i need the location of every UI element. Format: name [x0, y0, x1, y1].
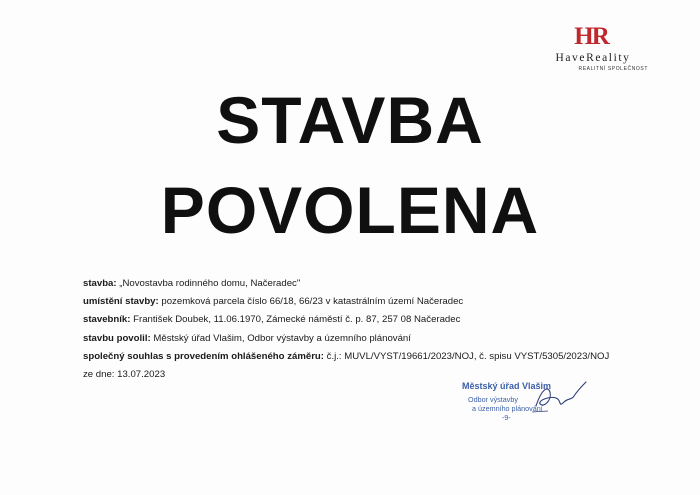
detail-label: stavebník: [83, 314, 131, 326]
office-stamp [440, 378, 590, 428]
stamp-line: Odbor výstavby [468, 395, 518, 404]
headline-line-2: POVOLENA [160, 173, 540, 247]
detail-row-umisteni [83, 293, 643, 311]
handwritten-signature [528, 378, 588, 418]
stamp-title: Městský úřad Vlašim [462, 381, 552, 391]
stamp-line: a územního plánování [472, 404, 543, 413]
detail-label: umístění stavby: [83, 296, 159, 308]
company-logo [538, 22, 648, 74]
detail-row-stavebnik [83, 311, 643, 329]
detail-value: František Doubek, 11.06.1970, Zámecké náměstí č. p. 87, 257 08 Načeradec [133, 314, 461, 326]
detail-label: společný souhlas s provedením ohlášeného záměru: [83, 350, 324, 362]
logo-company-name: HaveReality [555, 52, 631, 64]
detail-label: stavbu povolil: [83, 332, 151, 344]
detail-value: pozemková parcela číslo 66/18, 66/23 v katastrálním území Načeradec [161, 296, 464, 308]
detail-value: Městský úřad Vlašim, Odbor výstavby a územního plánování [153, 332, 411, 344]
headline-line-1: STAVBA [216, 83, 484, 157]
detail-row-povolil [83, 330, 643, 348]
detail-row-souhlas [83, 348, 643, 366]
detail-value: „Novostavba rodinného domu, Načeradec" [119, 278, 301, 289]
stamp-line: -9- [502, 413, 511, 422]
detail-value: č.j.: MUVL/VYST/19661/2023/NOJ, č. spisu VYST/5305/2023/NOJ [326, 350, 610, 362]
detail-row-stavba [83, 275, 643, 293]
detail-label: stavba: [83, 278, 117, 289]
hr-logo-mark [571, 22, 611, 48]
detail-value: ze dne: 13.07.2023 [83, 369, 166, 381]
logo-tagline: REALITNÍ SPOLEČNOST [578, 66, 648, 72]
permit-details [83, 275, 643, 384]
svg-text:HR: HR [574, 23, 608, 48]
